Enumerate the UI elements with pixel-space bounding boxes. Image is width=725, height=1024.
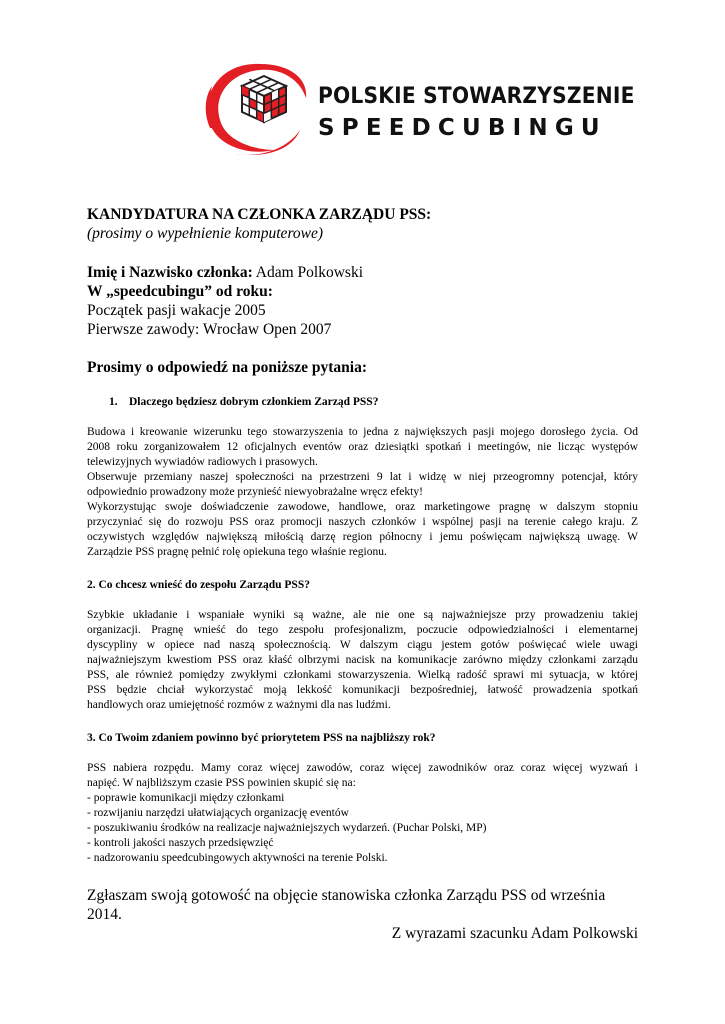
since-row: [87, 282, 638, 301]
form-title: KANDYDATURA NA CZŁONKA ZARZĄDU PSS:: [87, 206, 432, 223]
organization-name: [318, 84, 662, 143]
question-1-text: Dlaczego będziesz dobrym członkiem Zarząd PSS?: [129, 396, 379, 408]
answer-line: organizacji. Pragnę wnieść do tego zespołu profesjonalizm, poczucie odpowiedzialności i elementarnej: [87, 624, 638, 636]
form-content: [87, 205, 638, 943]
candidate-info: [87, 263, 638, 339]
answer-line: handlowych oraz umiejętność rozmów z ważnymi dla nas ludźmi.: [87, 699, 391, 711]
list-item: - nadzorowaniu speedcubingowych aktywności na terenie Polski.: [87, 852, 388, 864]
question-1-number: 1.: [109, 396, 118, 408]
answer-line: PSS, ale również pomiędzy zwykłymi członkami stowarzyszenia. Wielką radość sprawi mi sytuacja, w której: [87, 669, 638, 681]
list-item: - poszukiwaniu środków na realizacje najważniejszych wydarzeń. (Puchar Polski, MP): [87, 822, 487, 834]
since-line2: Pierwsze zawody: Wrocław Open 2007: [87, 321, 332, 338]
org-name-line2: SPEEDCUBINGU: [318, 115, 607, 141]
answer-1: [87, 425, 638, 560]
closing: [87, 886, 638, 943]
question-2-heading: 2. Co chcesz wnieść do zespołu Zarządu PSS?: [87, 579, 310, 591]
question-3-heading: 3. Co Twoim zdaniem powinno być priorytetem PSS na najbliższy rok?: [87, 732, 436, 744]
list-item: - poprawie komunikacji między członkami: [87, 792, 285, 804]
list-item: - rozwijaniu narzędzi ułatwiających organizację eventów: [87, 807, 349, 819]
list-item: - kontroli jakości naszych przedsięwzięć: [87, 837, 274, 849]
question-1-heading: [87, 395, 638, 409]
since-label: W „speedcubingu” od roku:: [87, 283, 273, 300]
answer-line: PSS nabiera rozpędu. Mamy coraz więcej zawodów, coraz więcej zawodników oraz coraz więcej wyzwań i: [87, 762, 638, 774]
since-line1: Początek pasji wakacje 2005: [87, 302, 266, 319]
answer-line: oczywistych względów największą miłością darzę region północny i jemu poświęcam największą uwagę. W: [87, 531, 638, 543]
questions-prompt: Prosimy o odpowiedź na poniższe pytania:: [87, 359, 368, 376]
name-value: Adam Polkowski: [252, 264, 363, 281]
name-row: [87, 263, 638, 282]
closing-statement: Zgłaszam swoją gotowość na objęcie stanowiska członka Zarządu PSS od września 2014.: [87, 887, 606, 923]
answer-line: telewizyjnych wywiadów radiowych i prasowych.: [87, 456, 318, 468]
answer-line: Wykorzystując swoje doświadczenie zawodowe, handlowe, oraz marketingowe pragnę w dalszym stopniu: [87, 501, 638, 513]
form-subtitle: (prosimy o wypełnienie komputerowe): [87, 225, 324, 242]
answer-2: [87, 608, 638, 713]
answer-line: Obserwuje przemiany naszej społeczności na przestrzeni 9 lat i widzę w niej przeogromny potencjał, który: [87, 471, 638, 483]
answer-line: Szybkie układanie i wspaniałe wyniki są ważne, ale nie one są najważniejsze przy prowadzeniu takiej: [87, 609, 638, 621]
answer-line: przyczyniać się do rozwoju PSS oraz promocji naszych członków i wspólnej pasji na terenie całego kraju. Z: [87, 516, 638, 528]
answer-line: najważniejszym kwestiom PSS oraz kłaść olbrzymi nacisk na komunikacje zarówno między członkami zarządu: [87, 654, 638, 666]
answer-line: Budowa i kreowanie wizerunku tego stowarzyszenia to jedna z największych pasji mojego dorosłego życia. Od: [87, 426, 638, 438]
answer-line: PSS będzie chciał wykorzystać moją lekkość komunikacji bezpośredniej, łatwość prowadzenia spotkań: [87, 684, 638, 696]
answer-line: dyscypliny w opiece nad naszą społecznością. W dalszym ciągu jestem gotów poświęcać wiele uwagi: [87, 639, 638, 651]
org-name-line1: POLSKIE STOWARZYSZENIE: [318, 84, 635, 109]
answer-line: napięć. W najbliższym czasie PSS powinien skupić się na:: [87, 777, 356, 789]
signature: Z wyrazami szacunku Adam Polkowski: [391, 925, 638, 942]
answer-line: 2008 roku zorganizowałem 12 oficjalnych eventów oraz dziesiątki spotkań i meetingów, nie licząc występów: [87, 441, 638, 453]
answer-line: Zarządzie PSS pragnę pełnić rolę opiekuna tego właśnie regionu.: [87, 546, 387, 558]
answer-line: odpowiednio prowadzony może przynieść niewyobrażalne wręcz efekty!: [87, 486, 423, 498]
pss-cube-logo: [196, 58, 328, 158]
answer-3: [87, 761, 638, 866]
name-label: Imię i Nazwisko członka:: [87, 264, 253, 281]
